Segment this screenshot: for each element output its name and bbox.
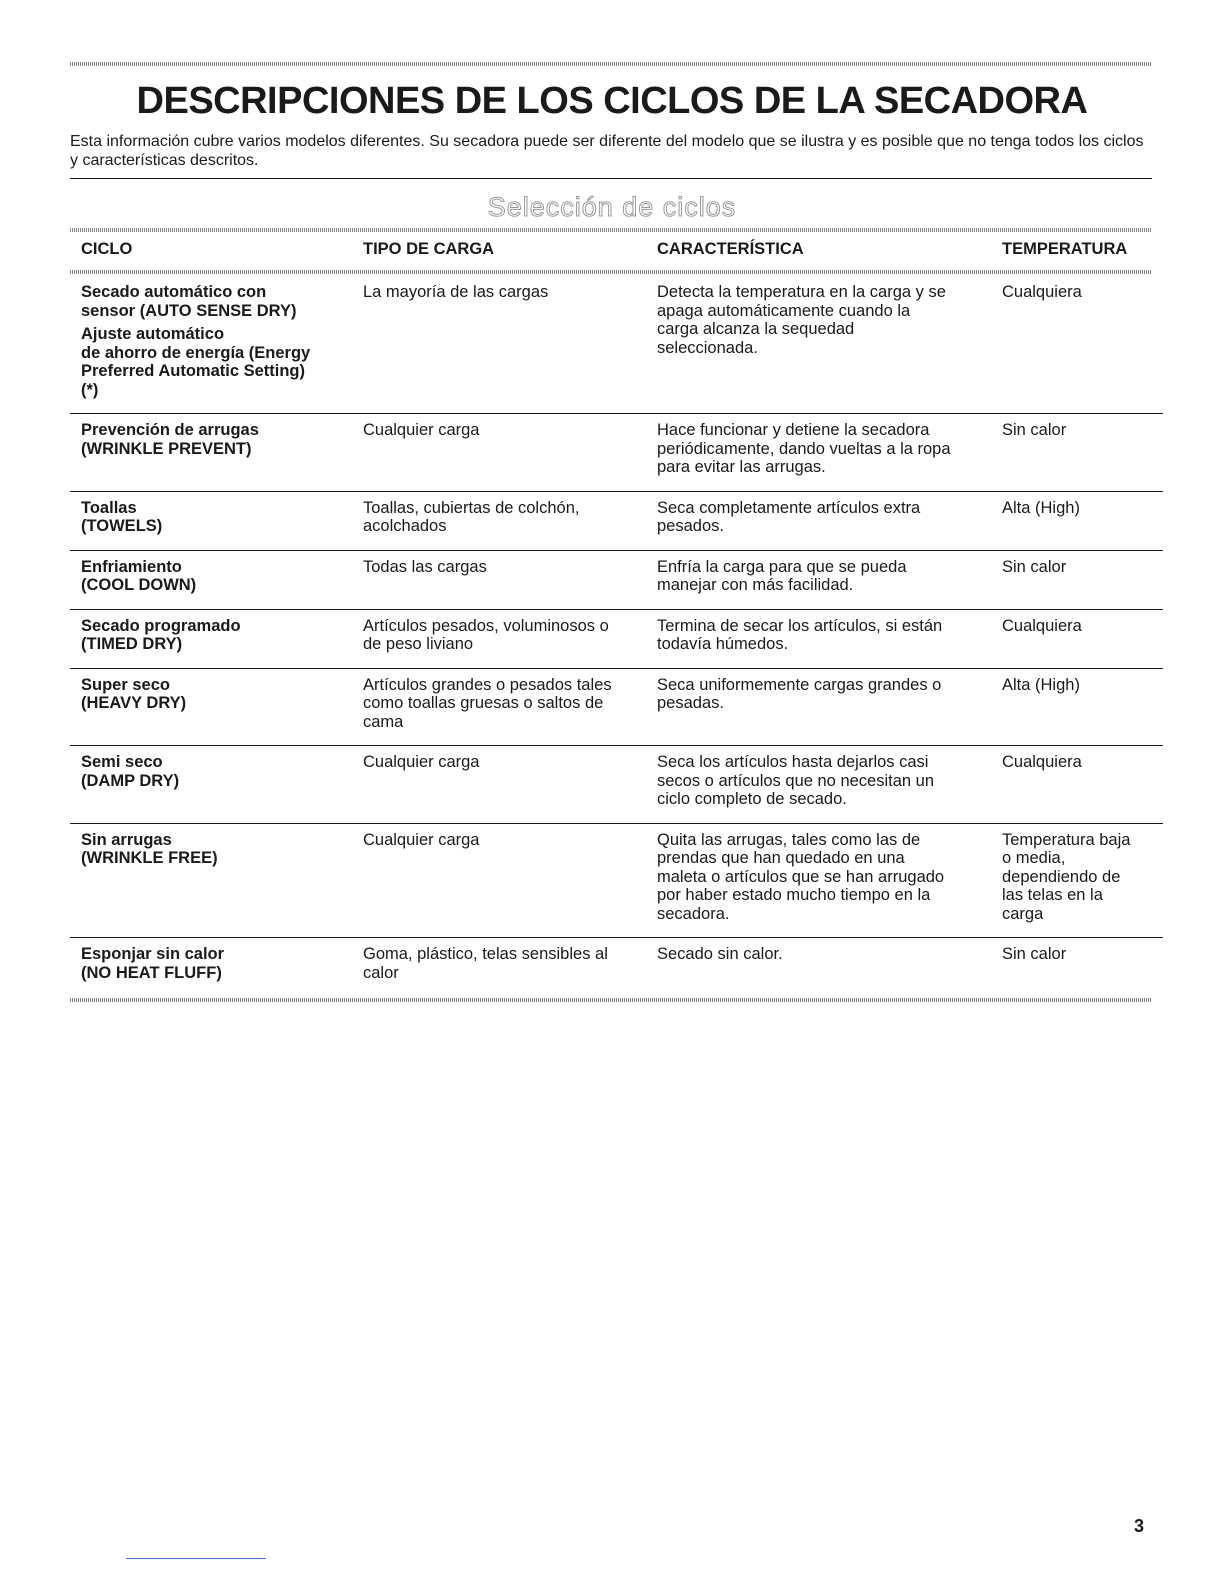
header-temperatura: TEMPERATURA [1002, 240, 1128, 258]
cycle-name-cell-extra-line: Preferred Automatic Setting) [81, 362, 306, 380]
table-row [70, 823, 1163, 938]
cycle-name-cell-line: (TIMED DRY) [81, 635, 183, 653]
table-row [70, 938, 1163, 997]
load-type-cell-line: como toallas gruesas o saltos de [363, 694, 604, 712]
feature-cell [657, 550, 1002, 609]
cycle-name-cell-line: Secado programado [81, 616, 241, 635]
temperature-cell-line: carga [1002, 904, 1044, 923]
cycle-name-cell-line: Enfriamiento [81, 557, 182, 576]
cycle-name-cell-line: (DAMP DRY) [81, 771, 180, 790]
feature-cell-line: para evitar las arrugas. [657, 458, 826, 476]
cycle-name-cell-line: Sin arrugas [81, 830, 172, 849]
table-row [70, 609, 1163, 668]
feature-cell-line: apaga automáticamente cuando la [657, 301, 911, 320]
cycle-name-cell-line: (TOWELS) [81, 517, 163, 535]
cycle-name-cell [70, 938, 363, 997]
load-type-cell [363, 271, 657, 414]
feature-cell-line: ciclo completo de secado. [657, 790, 847, 808]
temperature-cell-line: dependiendo de [1002, 867, 1121, 886]
feature-cell [657, 938, 1002, 997]
temperature-cell-line: o media, [1002, 849, 1066, 867]
cycle-name-cell-extra-line: de ahorro de energía (Energy [81, 343, 311, 362]
feature-cell-line: carga alcanza la sequedad [657, 320, 855, 338]
cycle-name-cell-line: (NO HEAT FLUFF) [81, 963, 222, 982]
feature-cell-line: Hace funcionar y detiene la secadora [657, 421, 930, 439]
temperature-cell-line: Temperatura baja [1002, 830, 1131, 849]
feature-cell-line: Secado sin calor. [657, 945, 783, 963]
header-caracteristica: CARACTERÍSTICA [657, 240, 804, 258]
feature-cell [657, 271, 1002, 414]
load-type-cell-line: Cualquier carga [363, 421, 480, 439]
load-type-cell-line: Cualquier carga [363, 830, 480, 849]
feature-cell-line: prendas que han quedado en una [657, 849, 905, 867]
header-tipo-de-carga: TIPO DE CARGA [363, 240, 495, 258]
temperature-cell-line: Cualquiera [1002, 753, 1082, 771]
table-row [70, 414, 1163, 492]
intro-divider [70, 178, 1152, 179]
cycle-name-cell [70, 746, 363, 824]
temperature-cell-line: Sin calor [1002, 945, 1067, 963]
header-ciclo: CICLO [81, 240, 133, 258]
feature-cell [657, 823, 1002, 938]
load-type-cell-line: calor [363, 963, 399, 982]
feature-cell [657, 414, 1002, 492]
top-dotted-rule [70, 62, 1152, 66]
temperature-cell-line: Cualquiera [1002, 616, 1082, 635]
load-type-cell-line: Todas las cargas [363, 557, 487, 576]
table-row [70, 550, 1163, 609]
feature-cell-line: Termina de secar los artículos, si están [657, 616, 943, 635]
intro-paragraph: Esta información cubre varios modelos diferentes. Su secadora puede ser diferente del modelo que se ilustra y es posible que no tenga todos los ciclos y características descritos. [70, 133, 1144, 169]
load-type-cell [363, 491, 657, 550]
load-type-cell-line: de peso liviano [363, 635, 474, 653]
feature-cell-line: periódicamente, dando vueltas a la ropa [657, 439, 951, 458]
cycle-name-cell-line: (WRINKLE FREE) [81, 849, 218, 867]
feature-cell-line: pesados. [657, 517, 724, 535]
cycle-name-cell [70, 491, 363, 550]
feature-cell-line: pesadas. [657, 694, 724, 712]
load-type-cell-line: Artículos grandes o pesados tales [363, 675, 612, 694]
temperature-cell [1002, 550, 1163, 609]
feature-cell-line: Seca los artículos hasta dejarlos casi [657, 753, 929, 771]
temperature-cell-line: Alta (High) [1002, 498, 1080, 517]
load-type-cell-line: La mayoría de las cargas [363, 283, 549, 301]
load-type-cell-line: Toallas, cubiertas de colchón, [363, 498, 580, 517]
feature-cell-line: Detecta la temperatura en la carga y se [657, 283, 946, 301]
page-title: DESCRIPCIONES DE LOS CICLOS DE LA SECADORA [136, 80, 1088, 122]
header-top-dotted-rule [70, 228, 1152, 232]
temperature-cell-line: Sin calor [1002, 421, 1067, 439]
temperature-cell [1002, 491, 1163, 550]
feature-cell-line: Enfría la carga para que se pueda [657, 557, 907, 576]
load-type-cell [363, 550, 657, 609]
table-row [70, 491, 1163, 550]
cycle-name-cell [70, 271, 363, 414]
temperature-cell-line: las telas en la [1002, 886, 1103, 904]
cycle-name-cell [70, 609, 363, 668]
cycle-name-cell-line: (HEAVY DRY) [81, 694, 187, 712]
feature-cell-line: maleta o artículos que se han arrugado [657, 867, 945, 886]
load-type-cell-line: Goma, plástico, telas sensibles al [363, 945, 608, 963]
cycle-name-cell-line: Semi seco [81, 753, 163, 771]
temperature-cell [1002, 609, 1163, 668]
feature-cell [657, 668, 1002, 746]
feature-cell [657, 746, 1002, 824]
cycle-name-cell-extra-line: (*) [81, 380, 99, 399]
temperature-cell [1002, 414, 1163, 492]
temperature-cell [1002, 271, 1163, 414]
bottom-dotted-rule [70, 998, 1152, 1002]
footer-link-line [126, 1558, 266, 1559]
temperature-cell [1002, 746, 1163, 824]
load-type-cell-line: cama [363, 712, 404, 731]
cycle-name-cell-line: Secado automático con [81, 283, 267, 301]
feature-cell-line: secos o artículos que no necesitan un [657, 771, 935, 790]
cycle-name-cell-line: sensor (AUTO SENSE DRY) [81, 301, 297, 320]
cycle-name-cell-line: (WRINKLE PREVENT) [81, 439, 252, 458]
feature-cell-line: Seca uniformemente cargas grandes o [657, 675, 942, 694]
table-row [70, 271, 1163, 414]
load-type-cell-line: acolchados [363, 517, 447, 535]
cycle-name-cell [70, 823, 363, 938]
section-title: Selección de ciclos [487, 192, 737, 222]
cycle-name-cell-line: Super seco [81, 675, 170, 694]
cycle-name-cell [70, 414, 363, 492]
cycle-name-cell-line: Toallas [81, 498, 137, 517]
feature-cell [657, 491, 1002, 550]
load-type-cell [363, 668, 657, 746]
feature-cell-line: Quita las arrugas, tales como las de [657, 830, 921, 849]
temperature-cell [1002, 668, 1163, 746]
feature-cell-line: manejar con más facilidad. [657, 576, 854, 594]
load-type-cell [363, 938, 657, 997]
feature-cell-line: seleccionada. [657, 338, 758, 357]
cycle-name-cell-line: Esponjar sin calor [81, 945, 225, 963]
feature-cell-line: secadora. [657, 904, 730, 923]
cycle-name-cell [70, 668, 363, 746]
feature-cell-line: por haber estado mucho tiempo en la [657, 886, 931, 904]
cycle-name-cell-line: (COOL DOWN) [81, 576, 197, 594]
load-type-cell [363, 609, 657, 668]
table-header-row [70, 236, 1163, 271]
temperature-cell [1002, 823, 1163, 938]
cycle-selection-table [70, 236, 1163, 996]
temperature-cell-line: Sin calor [1002, 557, 1067, 576]
load-type-cell [363, 823, 657, 938]
temperature-cell [1002, 938, 1163, 997]
feature-cell-line: Seca completamente artículos extra [657, 498, 921, 517]
load-type-cell [363, 414, 657, 492]
temperature-cell-line: Alta (High) [1002, 675, 1080, 694]
temperature-cell-line: Cualquiera [1002, 283, 1082, 301]
cycle-name-cell [70, 550, 363, 609]
load-type-cell [363, 746, 657, 824]
feature-cell-line: todavía húmedos. [657, 635, 789, 653]
load-type-cell-line: Artículos pesados, voluminosos o [363, 616, 609, 635]
table-row [70, 668, 1163, 746]
page-number: 3 [1134, 1516, 1145, 1536]
load-type-cell-line: Cualquier carga [363, 753, 480, 771]
table-body [70, 271, 1163, 996]
table-row [70, 746, 1163, 824]
feature-cell [657, 609, 1002, 668]
cycle-name-cell-line: Prevención de arrugas [81, 421, 259, 439]
cycle-name-cell-extra-line: Ajuste automático [81, 325, 225, 343]
